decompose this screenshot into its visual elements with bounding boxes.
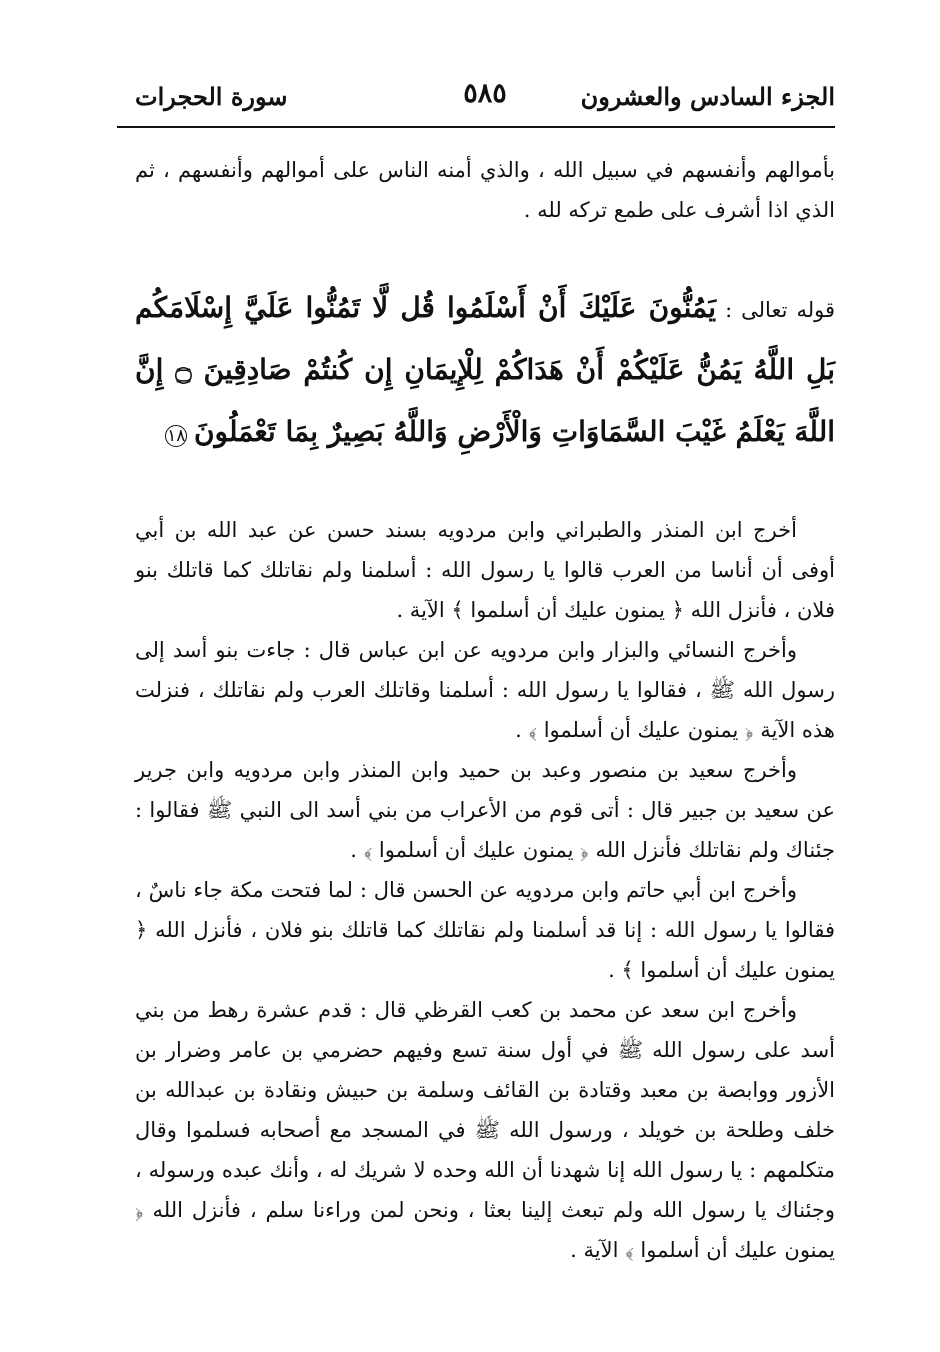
hadith-paragraph-4: وأخرج ابن أبي حاتم وابن مردويه عن الحسن قال : لما فتحت مكة جاء ناسٌ ، فقالوا يا رسول الله : إنا قد أسلمنا ولم نقاتلك كما قاتلك بنو فلان ، فأنزل الله ﴿ يمنون عليك أن أسلموا ﴾ .	[135, 878, 835, 982]
page-number: ٥٨٥	[463, 78, 507, 109]
hadith-paragraph-2: وأخرج النسائي والبزار وابن مردويه عن ابن عباس قال : جاءت بنو أسد إلى رسول الله ﷺ ، فقالوا يا رسول الله : أسلمنا وقاتلك العرب ولم نقاتلك ، فنزلت هذه الآية ﴿ يمنون عليك أن أسلموا ﴾ .	[135, 638, 835, 742]
header-rule	[117, 126, 835, 128]
intro-text: بأموالهم وأنفسهم في سبيل الله ، والذي أمنه الناس على أموالهم وأنفسهم ، ثم الذي اذا أشرف على طمع تركه لله .	[135, 158, 835, 222]
quran-verse-block	[135, 278, 835, 464]
verse-label: قوله تعالى :	[725, 298, 835, 322]
verse-text: يَمُنُّونَ عَلَيْكَ أَنْ أَسْلَمُوا قُل لَّا تَمُنُّوا عَلَيَّ إِسْلَامَكُم بَلِ اللَّهُ يَمُنُّ عَلَيْكُمْ أَنْ هَدَاكُمْ لِلْإِيمَانِ إِن كُنتُمْ صَادِقِينَ ۝ إِنَّ اللَّهَ يَعْلَمُ غَيْبَ السَّمَاوَاتِ وَالْأَرْضِ وَاللَّهُ بَصِيرٌ بِمَا تَعْمَلُونَ	[135, 291, 835, 448]
hadith-paragraph-3: وأخرج سعيد بن منصور وعبد بن حميد وابن المنذر وابن مردويه وابن جرير عن سعيد بن جبير قال : أتى قوم من الأعراب من بني أسد الى النبي ﷺ فقالوا : جئناك ولم نقاتلك فأنزل الله ﴿ يمنون عليك أن أسلموا ﴾ .	[135, 758, 835, 862]
page-body	[135, 150, 835, 1270]
hadith-paragraph-1: أخرج ابن المنذر والطبراني وابن مردويه بسند حسن عن عبد الله بن أبي أوفى أن أناسا من العرب قالوا يا رسول الله : أسلمنا ولم نقاتلك كما قاتلك بنو فلان ، فأنزل الله ﴿ يمنون عليك أن أسلموا ﴾ الآية .	[135, 518, 835, 622]
verse-end-marker: ١٨	[167, 425, 186, 446]
juz-title: الجزء السادس والعشرون	[580, 82, 835, 111]
page-header	[135, 70, 835, 124]
surah-title: سورة الحجرات	[135, 82, 288, 111]
intro-paragraph	[135, 150, 835, 230]
hadith-paragraph-5: وأخرج ابن سعد عن محمد بن كعب القرظي قال : قدم عشرة رهط من بني أسد على رسول الله ﷺ في أول سنة تسع وفيهم حضرمي بن عامر وضرار بن الأزور ووابصة بن معبد وقتادة بن القائف وسلمة بن حبيش ونقادة بن عبدالله بن خلف وطلحة بن خويلد ، ورسول الله ﷺ في المسجد مع أصحابه فسلموا وقال متكلمهم : يا رسول الله إنا شهدنا أن الله وحده لا شريك له ، وأنك عبده ورسوله ، وجئناك يا رسول الله ولم تبعث إلينا بعثا ، ونحن لمن وراءنا سلم ، فأنزل الله ﴿ يمنون عليك أن أسلموا ﴾ الآية .	[135, 998, 835, 1262]
